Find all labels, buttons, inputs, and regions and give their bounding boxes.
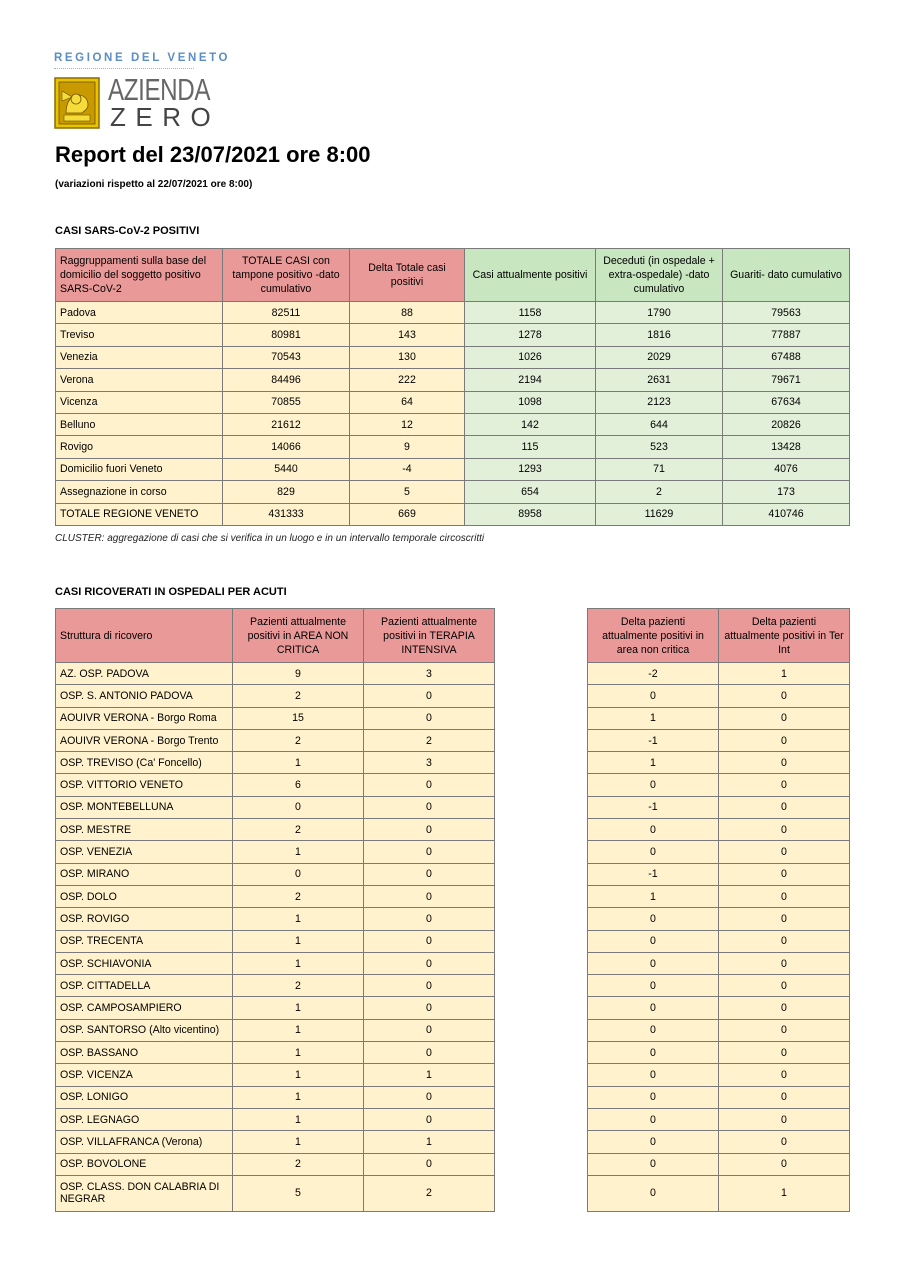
table-row bbox=[56, 324, 850, 346]
table-cell: OSP. VICENZA bbox=[56, 1064, 233, 1086]
table-cell: -4 bbox=[350, 458, 465, 480]
logo-text-zero: ZERO bbox=[110, 102, 221, 132]
table-cell: 0 bbox=[364, 1086, 495, 1108]
table-cell: 0 bbox=[719, 1108, 850, 1130]
table-cell: 3 bbox=[364, 752, 495, 774]
table-cell: 0 bbox=[719, 752, 850, 774]
table-cell: OSP. CLASS. DON CALABRIA DI NEGRAR bbox=[56, 1175, 233, 1211]
table-cell: 222 bbox=[350, 369, 465, 391]
column-header: Struttura di ricovero bbox=[56, 609, 233, 663]
table-header-row bbox=[588, 609, 850, 663]
table-cell: OSP. LONIGO bbox=[56, 1086, 233, 1108]
table-cell: 0 bbox=[719, 1086, 850, 1108]
table-cell: 0 bbox=[588, 975, 719, 997]
table-cell: OSP. CITTADELLA bbox=[56, 975, 233, 997]
table-cell: 0 bbox=[719, 841, 850, 863]
page-title: Report del 23/07/2021 ore 8:00 bbox=[55, 142, 371, 167]
table-cell: -2 bbox=[588, 663, 719, 685]
table-cell: 0 bbox=[719, 729, 850, 751]
table-cell: 173 bbox=[723, 481, 850, 503]
table-cell: 1816 bbox=[596, 324, 723, 346]
table-cell: 0 bbox=[719, 796, 850, 818]
table-header-row bbox=[56, 249, 850, 302]
table-row bbox=[588, 1042, 850, 1064]
table-cell: 5 bbox=[233, 1175, 364, 1211]
section-heading-positivi: CASI SARS-CoV-2 POSITIVI bbox=[55, 225, 200, 237]
table-cell: 0 bbox=[719, 975, 850, 997]
table-cell: OSP. SANTORSO (Alto vicentino) bbox=[56, 1019, 233, 1041]
table-cell: 67488 bbox=[723, 346, 850, 368]
table-cell: 0 bbox=[364, 885, 495, 907]
column-header: Casi attualmente positivi bbox=[465, 249, 596, 302]
table-row bbox=[588, 1086, 850, 1108]
table-row bbox=[588, 885, 850, 907]
table-cell: 64 bbox=[350, 391, 465, 413]
table-cell: 1026 bbox=[465, 346, 596, 368]
table-row bbox=[56, 1153, 495, 1175]
table-cell: 2 bbox=[364, 729, 495, 751]
table-cell: 0 bbox=[719, 997, 850, 1019]
table-cell: 0 bbox=[588, 774, 719, 796]
table-cell: OSP. BOVOLONE bbox=[56, 1153, 233, 1175]
table-cell: 70543 bbox=[223, 346, 350, 368]
table-cell: 0 bbox=[364, 997, 495, 1019]
table-row bbox=[588, 1175, 850, 1211]
table-cell: Verona bbox=[56, 369, 223, 391]
table-cell: -1 bbox=[588, 729, 719, 751]
table-cell: 0 bbox=[719, 1153, 850, 1175]
table-cell: Rovigo bbox=[56, 436, 223, 458]
table-cell: 2123 bbox=[596, 391, 723, 413]
table-cell: 1 bbox=[233, 908, 364, 930]
table-cell: Domicilio fuori Veneto bbox=[56, 458, 223, 480]
table-cell: OSP. ROVIGO bbox=[56, 908, 233, 930]
table-cell: 0 bbox=[364, 774, 495, 796]
table-cell: 79671 bbox=[723, 369, 850, 391]
table-row bbox=[56, 930, 495, 952]
table-row bbox=[56, 729, 495, 751]
table-cell: 1 bbox=[233, 952, 364, 974]
table-row bbox=[588, 774, 850, 796]
table-cell: 1 bbox=[588, 885, 719, 907]
table-row bbox=[56, 391, 850, 413]
table-cell: 0 bbox=[364, 796, 495, 818]
table-cell: 0 bbox=[719, 819, 850, 841]
table-cell: OSP. S. ANTONIO PADOVA bbox=[56, 685, 233, 707]
table-cell: OSP. MESTRE bbox=[56, 819, 233, 841]
table-cell: 2 bbox=[233, 685, 364, 707]
table-cell: 2029 bbox=[596, 346, 723, 368]
table-cell: 0 bbox=[588, 1175, 719, 1211]
table-row bbox=[56, 1019, 495, 1041]
table-cell: 4076 bbox=[723, 458, 850, 480]
table-cell: AOUIVR VERONA - Borgo Trento bbox=[56, 729, 233, 751]
table-cell: 5440 bbox=[223, 458, 350, 480]
logo-text-azienda: AZIENDA bbox=[108, 72, 211, 107]
table-cell: 13428 bbox=[723, 436, 850, 458]
table-cell: 2 bbox=[233, 1153, 364, 1175]
lion-emblem-icon bbox=[54, 77, 100, 129]
column-header: Delta pazienti attualmente positivi in Ter Int bbox=[719, 609, 850, 663]
table-cell: 0 bbox=[719, 1064, 850, 1086]
table-cell: 20826 bbox=[723, 413, 850, 435]
table-cell: 143 bbox=[350, 324, 465, 346]
table-cell: 0 bbox=[364, 685, 495, 707]
column-header: Raggruppamenti sulla base del domicilio del soggetto positivo SARS-CoV-2 bbox=[56, 249, 223, 302]
table-cell: Belluno bbox=[56, 413, 223, 435]
table-cell: 9 bbox=[233, 663, 364, 685]
table-cell: 0 bbox=[588, 1131, 719, 1153]
table-cell: 0 bbox=[719, 952, 850, 974]
table-cell: AOUIVR VERONA - Borgo Roma bbox=[56, 707, 233, 729]
table-cell: 67634 bbox=[723, 391, 850, 413]
table-cell: 654 bbox=[465, 481, 596, 503]
hospital-table bbox=[55, 608, 495, 1212]
table-row bbox=[588, 1064, 850, 1086]
table-cell: 1 bbox=[588, 752, 719, 774]
table-row bbox=[588, 819, 850, 841]
table-cell: 1158 bbox=[465, 302, 596, 324]
table-cell: 0 bbox=[588, 685, 719, 707]
table-cell: 410746 bbox=[723, 503, 850, 525]
table-cell: 130 bbox=[350, 346, 465, 368]
column-header: TOTALE CASI con tampone positivo -dato cumulativo bbox=[223, 249, 350, 302]
table-cell: 1 bbox=[233, 1131, 364, 1153]
table-row bbox=[56, 685, 495, 707]
table-cell: 0 bbox=[719, 908, 850, 930]
table-cell: 523 bbox=[596, 436, 723, 458]
table-cell: OSP. SCHIAVONIA bbox=[56, 952, 233, 974]
table-cell: 84496 bbox=[223, 369, 350, 391]
table-cell: 1293 bbox=[465, 458, 596, 480]
table-cell: 2 bbox=[233, 819, 364, 841]
table-cell: 1 bbox=[233, 930, 364, 952]
table-cell: 71 bbox=[596, 458, 723, 480]
table-row bbox=[56, 774, 495, 796]
column-header: Delta Totale casi positivi bbox=[350, 249, 465, 302]
table-cell: Padova bbox=[56, 302, 223, 324]
table-cell: 0 bbox=[719, 685, 850, 707]
table-cell: 2 bbox=[364, 1175, 495, 1211]
table-cell: -1 bbox=[588, 863, 719, 885]
table-cell: 2631 bbox=[596, 369, 723, 391]
table-row bbox=[588, 663, 850, 685]
table-cell: 0 bbox=[719, 930, 850, 952]
table-cell: 829 bbox=[223, 481, 350, 503]
table-row bbox=[56, 707, 495, 729]
table-cell: 1 bbox=[233, 752, 364, 774]
region-label: REGIONE DEL VENETO bbox=[54, 52, 231, 64]
table-row bbox=[56, 1086, 495, 1108]
table-cell: 21612 bbox=[223, 413, 350, 435]
table-cell: 70855 bbox=[223, 391, 350, 413]
table-cell: 0 bbox=[588, 1019, 719, 1041]
table-header-row bbox=[56, 609, 495, 663]
table-row bbox=[56, 302, 850, 324]
table-row bbox=[56, 952, 495, 974]
table-cell: 0 bbox=[719, 863, 850, 885]
table-cell: 88 bbox=[350, 302, 465, 324]
table-row bbox=[588, 930, 850, 952]
table-cell: 5 bbox=[350, 481, 465, 503]
table-cell: 0 bbox=[588, 1064, 719, 1086]
table-cell: OSP. VENEZIA bbox=[56, 841, 233, 863]
table-cell: 1 bbox=[719, 663, 850, 685]
table-cell: 0 bbox=[588, 1042, 719, 1064]
table-cell: OSP. VILLAFRANCA (Verona) bbox=[56, 1131, 233, 1153]
table-cell: 12 bbox=[350, 413, 465, 435]
cluster-note: CLUSTER: aggregazione di casi che si verifica in un luogo e in un intervallo temporale circoscritti bbox=[55, 533, 485, 544]
table-cell: 0 bbox=[719, 1131, 850, 1153]
table-cell: 0 bbox=[364, 1153, 495, 1175]
page-subtitle: (variazioni rispetto al 22/07/2021 ore 8:00) bbox=[55, 179, 253, 190]
table-cell: 0 bbox=[364, 841, 495, 863]
table-cell: OSP. CAMPOSAMPIERO bbox=[56, 997, 233, 1019]
table-row bbox=[56, 1042, 495, 1064]
table-cell: 0 bbox=[588, 1108, 719, 1130]
table-cell: 431333 bbox=[223, 503, 350, 525]
divider bbox=[54, 68, 194, 69]
table-cell: 2194 bbox=[465, 369, 596, 391]
column-header: Pazienti attualmente positivi in AREA NON CRITICA bbox=[233, 609, 364, 663]
table-cell: 77887 bbox=[723, 324, 850, 346]
table-cell: 1 bbox=[233, 1042, 364, 1064]
table-cell: 14066 bbox=[223, 436, 350, 458]
table-row bbox=[588, 707, 850, 729]
table-cell: 1278 bbox=[465, 324, 596, 346]
table-cell: 0 bbox=[364, 1042, 495, 1064]
table-row bbox=[56, 1064, 495, 1086]
table-cell: 0 bbox=[719, 885, 850, 907]
table-cell: 1 bbox=[233, 1086, 364, 1108]
table-cell: 0 bbox=[364, 1019, 495, 1041]
table-cell: 1 bbox=[233, 1064, 364, 1086]
table-cell: 0 bbox=[588, 930, 719, 952]
table-row bbox=[56, 436, 850, 458]
table-cell: 115 bbox=[465, 436, 596, 458]
table-row bbox=[588, 841, 850, 863]
table-cell: 1 bbox=[364, 1131, 495, 1153]
table-cell: 1 bbox=[588, 707, 719, 729]
table-cell: 0 bbox=[588, 819, 719, 841]
table-cell: 0 bbox=[364, 975, 495, 997]
table-row bbox=[56, 458, 850, 480]
table-cell: 80981 bbox=[223, 324, 350, 346]
column-header: Pazienti attualmente positivi in TERAPIA INTENSIVA bbox=[364, 609, 495, 663]
table-cell: 1 bbox=[233, 997, 364, 1019]
table-row bbox=[56, 752, 495, 774]
table-row bbox=[588, 975, 850, 997]
table-row bbox=[588, 752, 850, 774]
table-cell: Venezia bbox=[56, 346, 223, 368]
table-cell: 1 bbox=[233, 841, 364, 863]
table-cell: 0 bbox=[588, 997, 719, 1019]
table-row bbox=[56, 369, 850, 391]
table-cell: 2 bbox=[233, 975, 364, 997]
column-header: Guariti- dato cumulativo bbox=[723, 249, 850, 302]
table-row bbox=[56, 975, 495, 997]
table-row bbox=[56, 908, 495, 930]
column-header: Delta pazienti attualmente positivi in area non critica bbox=[588, 609, 719, 663]
table-cell: 0 bbox=[719, 1042, 850, 1064]
table-cell: 9 bbox=[350, 436, 465, 458]
table-cell: 3 bbox=[364, 663, 495, 685]
table-cell: 0 bbox=[588, 952, 719, 974]
section-heading-ricoverati: CASI RICOVERATI IN OSPEDALI PER ACUTI bbox=[55, 586, 287, 598]
table-cell: 0 bbox=[719, 707, 850, 729]
table-cell: OSP. TRECENTA bbox=[56, 930, 233, 952]
table-row bbox=[588, 908, 850, 930]
table-cell: 0 bbox=[588, 841, 719, 863]
table-cell: OSP. MONTEBELLUNA bbox=[56, 796, 233, 818]
table-row bbox=[56, 413, 850, 435]
table-cell: 0 bbox=[719, 1019, 850, 1041]
table-cell: 2 bbox=[233, 729, 364, 751]
table-cell: 142 bbox=[465, 413, 596, 435]
table-row bbox=[56, 663, 495, 685]
table-row bbox=[588, 685, 850, 707]
table-row bbox=[56, 346, 850, 368]
table-cell: 2 bbox=[233, 885, 364, 907]
table-row bbox=[588, 1019, 850, 1041]
table-row bbox=[588, 863, 850, 885]
table-row bbox=[56, 1108, 495, 1130]
table-cell: OSP. LEGNAGO bbox=[56, 1108, 233, 1130]
table-cell: Vicenza bbox=[56, 391, 223, 413]
table-cell: Treviso bbox=[56, 324, 223, 346]
table-cell: 1 bbox=[233, 1019, 364, 1041]
table-cell: 0 bbox=[364, 863, 495, 885]
table-cell: AZ. OSP. PADOVA bbox=[56, 663, 233, 685]
table-cell: Assegnazione in corso bbox=[56, 481, 223, 503]
table-cell: OSP. DOLO bbox=[56, 885, 233, 907]
table-row bbox=[56, 819, 495, 841]
table-row bbox=[56, 863, 495, 885]
table-cell: 0 bbox=[588, 1086, 719, 1108]
table-cell: 8958 bbox=[465, 503, 596, 525]
table-cell: 0 bbox=[364, 1108, 495, 1130]
table-cell: OSP. VITTORIO VENETO bbox=[56, 774, 233, 796]
table-cell: OSP. BASSANO bbox=[56, 1042, 233, 1064]
table-cell: 6 bbox=[233, 774, 364, 796]
table-cell: 0 bbox=[233, 796, 364, 818]
table-row bbox=[588, 1108, 850, 1130]
table-cell: 669 bbox=[350, 503, 465, 525]
table-row bbox=[56, 885, 495, 907]
table-cell: 0 bbox=[588, 1153, 719, 1175]
table-cell: 11629 bbox=[596, 503, 723, 525]
table-cell: 0 bbox=[364, 952, 495, 974]
table-row bbox=[56, 841, 495, 863]
table-cell: 0 bbox=[364, 819, 495, 841]
positive-cases-table bbox=[55, 248, 850, 526]
table-cell: 1 bbox=[233, 1108, 364, 1130]
table-cell: 1790 bbox=[596, 302, 723, 324]
table-cell: 0 bbox=[719, 774, 850, 796]
table-cell: 2 bbox=[596, 481, 723, 503]
table-row bbox=[56, 997, 495, 1019]
table-row bbox=[56, 1131, 495, 1153]
hospital-delta-table bbox=[587, 608, 850, 1212]
table-row bbox=[588, 952, 850, 974]
table-row bbox=[56, 503, 850, 525]
table-cell: 0 bbox=[588, 908, 719, 930]
table-cell: 0 bbox=[364, 930, 495, 952]
table-row bbox=[588, 1153, 850, 1175]
table-row bbox=[588, 997, 850, 1019]
table-row bbox=[56, 796, 495, 818]
table-cell: OSP. TREVISO (Ca' Foncello) bbox=[56, 752, 233, 774]
table-cell: 1098 bbox=[465, 391, 596, 413]
table-row bbox=[56, 481, 850, 503]
table-cell: -1 bbox=[588, 796, 719, 818]
table-cell: 79563 bbox=[723, 302, 850, 324]
table-cell: 1 bbox=[719, 1175, 850, 1211]
table-cell: 1 bbox=[364, 1064, 495, 1086]
column-header: Deceduti (in ospedale + extra-ospedale) -dato cumulativo bbox=[596, 249, 723, 302]
table-cell: TOTALE REGIONE VENETO bbox=[56, 503, 223, 525]
table-cell: 82511 bbox=[223, 302, 350, 324]
table-cell: 0 bbox=[364, 707, 495, 729]
table-cell: 644 bbox=[596, 413, 723, 435]
table-row bbox=[588, 1131, 850, 1153]
table-cell: OSP. MIRANO bbox=[56, 863, 233, 885]
table-cell: 0 bbox=[364, 908, 495, 930]
table-row bbox=[588, 796, 850, 818]
table-row bbox=[56, 1175, 495, 1211]
table-cell: 15 bbox=[233, 707, 364, 729]
table-row bbox=[588, 729, 850, 751]
table-cell: 0 bbox=[233, 863, 364, 885]
